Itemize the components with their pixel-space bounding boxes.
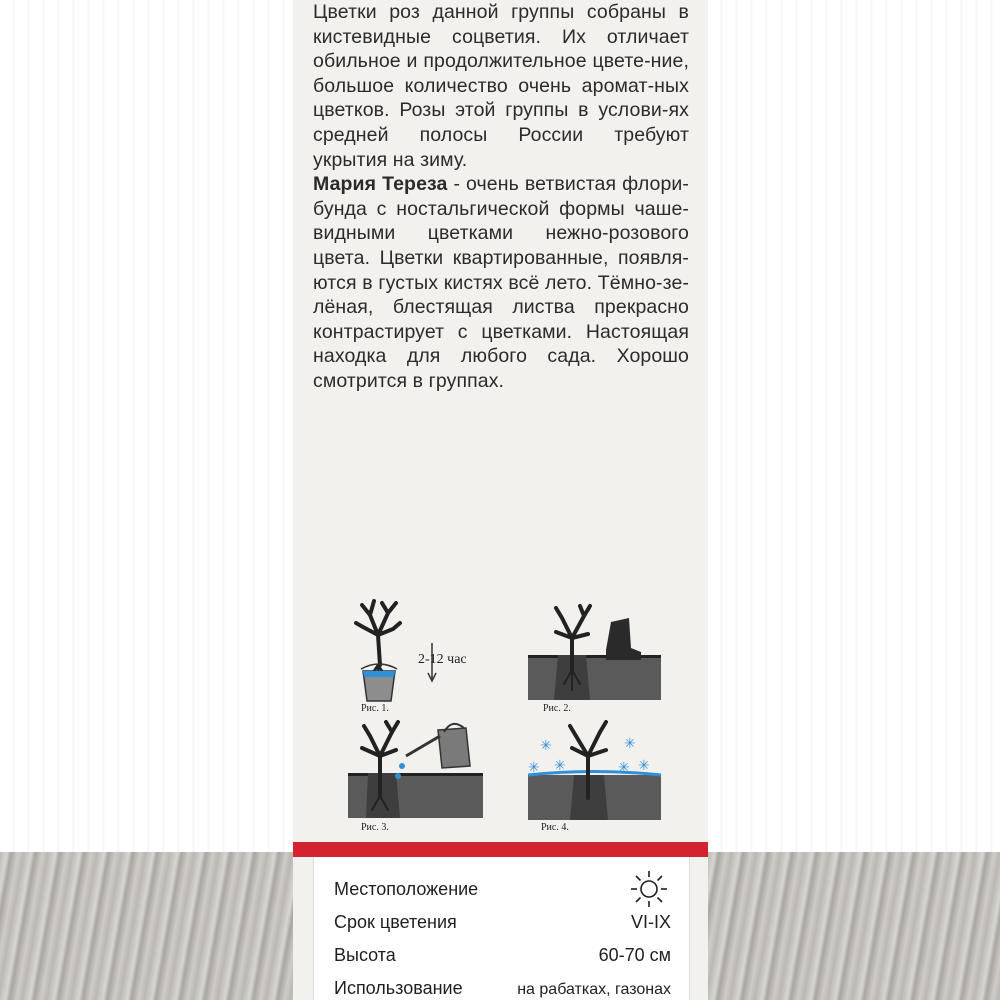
variety-paragraph xyxy=(313,172,689,393)
svg-text:✳: ✳ xyxy=(618,760,630,776)
soak-time-label: 2-12 час xyxy=(418,652,467,667)
usage-value: на рабатках, газонах xyxy=(517,981,671,998)
info-table xyxy=(313,857,690,1000)
svg-text:✳: ✳ xyxy=(528,760,540,776)
info-row-height xyxy=(334,941,671,971)
svg-text:✳: ✳ xyxy=(540,738,552,754)
svg-text:✳: ✳ xyxy=(554,758,566,774)
variety-name: Мария Тереза xyxy=(313,173,448,196)
figure-2-caption: Рис. 2. xyxy=(543,703,571,714)
height-value: 60-70 см xyxy=(598,945,671,965)
info-row-location xyxy=(334,875,671,905)
variety-text: - очень ветвистая флори-бунда с ностальгической формы чаше-видными цветками нежно-розового цвета. Цветки квартированные, появля-ются в густых кистях всё лето. Тёмно-зе-лёная, блестящая листва прекрасно контрастирует с цветками. Настоящая находка для любого сада. Хорошо смотрится в группах. xyxy=(313,173,689,392)
svg-text:✳: ✳ xyxy=(638,758,650,774)
figure-4-winter xyxy=(528,718,688,823)
seed-package xyxy=(293,0,708,1000)
figure-2-planting xyxy=(528,600,688,705)
location-label: Местоположение xyxy=(334,879,479,899)
figure-3-caption: Рис. 3. xyxy=(361,822,389,833)
wood-band-left xyxy=(0,852,293,1000)
bloom-value: VI-IX xyxy=(630,912,671,932)
red-stripe xyxy=(293,842,708,857)
background-wood-right xyxy=(708,0,1000,1000)
svg-text:✳: ✳ xyxy=(624,736,636,752)
background-wood-left xyxy=(0,0,293,1000)
description-intro: Цветки роз данной группы собраны в кистевидные соцветия. Их отличает обильное и продолжительное цвете-ние, большое количество очень аромат-ных цветков. Розы этой группы в услови-ях средней полосы России требуют укрытия на зиму. xyxy=(313,1,689,171)
wood-band-right xyxy=(708,852,1000,1000)
figure-4-caption: Рис. 4. xyxy=(541,822,569,833)
info-row-bloom xyxy=(334,908,671,938)
usage-label: Использование xyxy=(334,978,463,998)
bloom-label: Срок цветения xyxy=(334,912,457,932)
figure-1-caption: Рис. 1. xyxy=(361,703,389,714)
description-block xyxy=(313,0,689,394)
figure-3-watering xyxy=(348,718,498,823)
height-label: Высота xyxy=(334,945,396,965)
